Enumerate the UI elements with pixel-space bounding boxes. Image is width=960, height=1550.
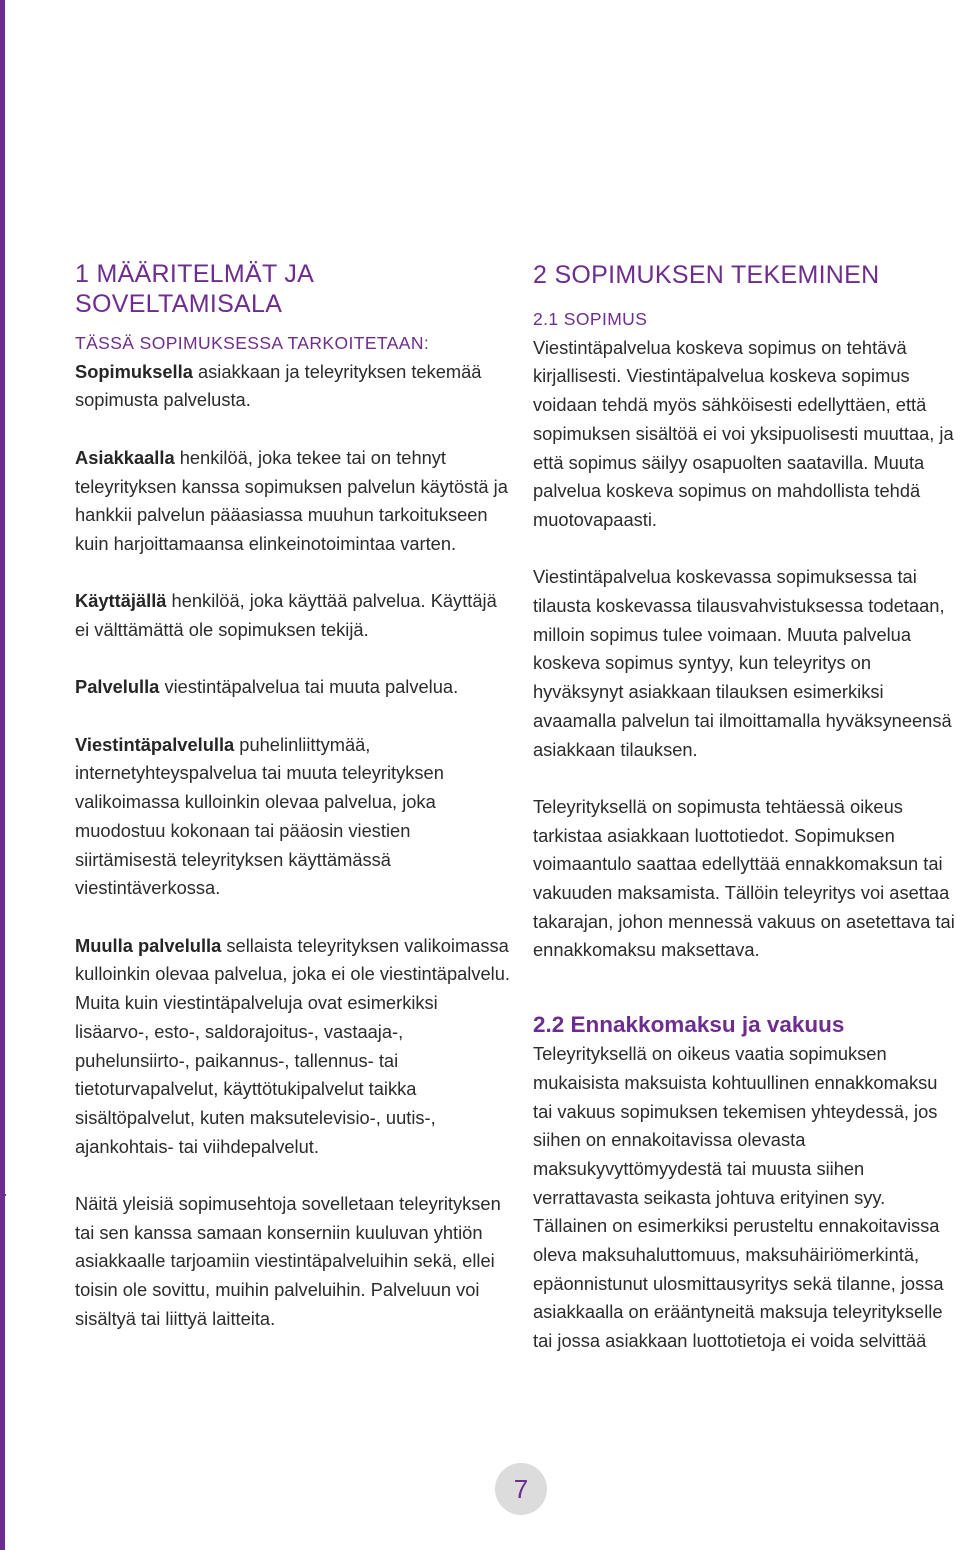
term-kayttajalla: Käyttäjällä [75, 590, 167, 612]
term-palvelulla: Palvelulla [75, 676, 160, 698]
section-2-heading: 2 SOPIMUKSEN TEKEMINEN [533, 261, 880, 289]
term-sopimuksella: Sopimuksella [75, 360, 193, 382]
left-column [75, 259, 515, 1334]
definition-kayttajalla: henkilöä, joka käyttää palvelua. Käyttäjä ei välttämättä ole sopimuksen tekijä. [75, 590, 497, 640]
definition-palvelulla: viestintäpalvelua tai muuta palvelua. [164, 676, 459, 698]
definition-muulla-palvelulla-paragraph [75, 932, 515, 1162]
definition-sopimuksella: asiakkaan ja teleyrityksen tekemää sopimusta palvelusta. [75, 360, 482, 411]
page-number-badge: 7 [495, 1463, 547, 1515]
subsection-2-1 [533, 305, 958, 535]
section-1-heading: 1 MÄÄRITELMÄT JA SOVELTAMISALA [75, 260, 313, 318]
right-column [533, 259, 958, 1356]
margin-tick-mark [0, 1194, 6, 1196]
definition-muulla-palvelulla: sellaista teleyrityksen valikoimassa kulloinkin olevaa palvelua, joka ei ole viestintäpalvelu. Muita kuin viestintäpalveluja ovat esimerkiksi lisäarvo-, esto-, saldorajoitus-, vastaaja-, puhelunsiirto-, paikannus-, tallennus- tai tietoturvapalvelut, käyttötukipalvelut taikka sisältöpalvelut, kuten maksutelevisio-, uutis-, ajankohtais- tai viihdepalvelut. [75, 934, 510, 1157]
subsection-2-1-paragraph-2: Viestintäpalvelua koskevassa sopimuksessa tai tilausta koskevassa tilausvahvistuksessa todetaan, milloin sopimus tulee voimaan. Muuta palvelua koskeva sopimus syntyy, kun teleyritys on hyväksynyt asiakkaan tilauksen esimerkiksi avaamalla palvelun tai ilmoittamalla hyväksyneensä asiakkaan tilauksen. [533, 566, 952, 760]
subsection-2-1-paragraph-3: Teleyrityksellä on sopimusta tehtäessä oikeus tarkistaa asiakkaan luottotiedot. Sopimuksen voimaantulo saattaa edellyttää ennakkomaksun tai vakuuden maksamista. Tällöin teleyritys voi asettaa takarajan, johon mennessä vakuus on asetettava tai ennakkomaksu maksettava. [533, 795, 955, 961]
definition-asiakkaalla: henkilöä, joka tekee tai on tehnyt teleyrityksen kanssa sopimuksen palvelun käytöstä ja hankkii palvelun pääasiassa muuhun tarkoitukseen kuin harjoittamaansa elinkeinotoimintaa varten. [75, 446, 508, 554]
definition-palvelulla-paragraph [75, 673, 515, 702]
subsection-2-1-paragraph-1: Viestintäpalvelua koskeva sopimus on tehtävä kirjallisesti. Viestintäpalvelua koskeva sopimus voidaan tehdä myös sähköisesti edellyttäen, että sopimuksen sisältöä ei voi yksipuolisesti muuttaa, ja että sopimus säilyy osapuolten saatavilla. Muuta palvelua koskeva sopimus on mahdollista tehdä muotovapaasti. [533, 336, 954, 530]
definition-viestintapalvelulla: puhelinliittymää, internetyhteyspalvelua tai muuta teleyrityksen valikoimassa kulloinkin olevaa palvelua, joka muodostuu kokonaan tai pääosin viestien siirtämisestä teleyrityksen käyttämässä viestintäverkossa. [75, 733, 444, 899]
definition-asiakkaalla-paragraph [75, 444, 515, 559]
subsection-2-2-heading: 2.2 Ennakkomaksu ja vakuus [533, 1012, 845, 1038]
definition-viestintapalvelulla-paragraph [75, 731, 515, 903]
definitions-kicker: TÄSSÄ SOPIMUKSESSA TARKOITETAAN: [75, 333, 430, 353]
term-muulla-palvelulla: Muulla palvelulla [75, 934, 222, 956]
left-edge-accent-bar [0, 0, 5, 1550]
subsection-2-2-paragraph-1: Teleyrityksellä on oikeus vaatia sopimuksen mukaisista maksuista kohtuullinen ennakkomaksu tai vakuus sopimuksen tekemisen yhteydessä, jos siihen on ennakoitavissa olevasta maksukyvyttömyydestä tai muusta siihen verrattavasta seikasta johtuva erityinen syy. Tällainen on esimerkiksi perusteltu ennakoitavissa oleva maksuhaluttomuus, maksuhäiriömerkintä, epäonnistunut ulosmittausyritys sekä tilanne, jossa asiakkaalla on erääntyneitä maksuja teleyritykselle tai jossa asiakkaan luottotietoja ei voida selvittää [533, 1043, 944, 1352]
definition-kayttajalla-paragraph [75, 587, 515, 644]
subsection-2-1-heading: 2.1 SOPIMUS [533, 309, 648, 329]
definitions-intro [75, 329, 515, 415]
term-viestintapalvelulla: Viestintäpalvelulla [75, 733, 235, 755]
term-asiakkaalla: Asiakkaalla [75, 446, 175, 468]
scope-paragraph: Näitä yleisiä sopimusehtoja sovelletaan teleyrityksen tai sen kanssa samaan konserniin kuuluvan yhtiön asiakkaalle tarjoamiin viestintäpalveluihin sekä, ellei toisin ole sovittu, muihin palveluihin. Palveluun voi sisältyä tai liittyä laitteita. [75, 1193, 501, 1329]
